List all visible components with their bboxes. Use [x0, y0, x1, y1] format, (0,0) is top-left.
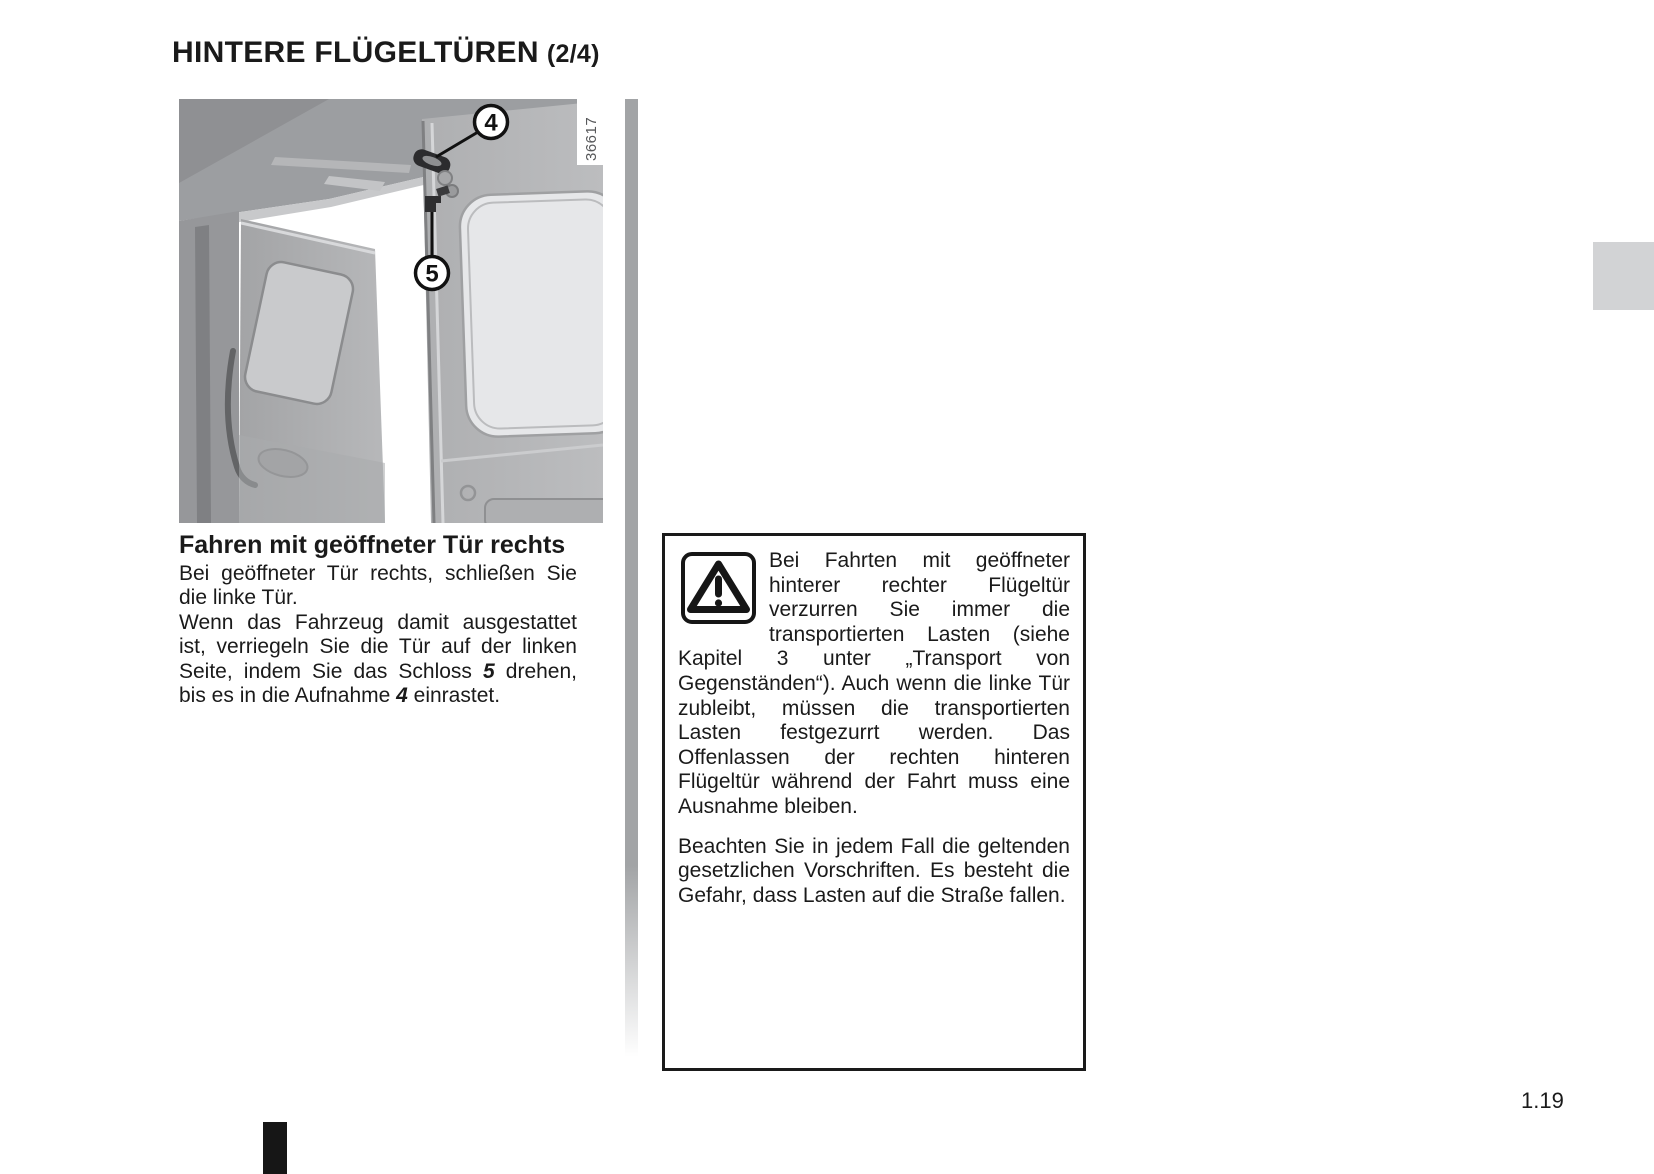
warning-paragraph-1: Bei Fahrten mit geöffneter hinterer rechter Flügeltür verzurren Sie immer die transportierten Lasten (siehe Kapitel 3 unter „Transport von Gegenständen“). Auch wenn die linke Tür zubleibt, müssen die transportierten Lasten festgezurrt werden. Das Offenlassen der rechten hinteren Flügeltür während der Fahrt muss eine Ausnahme bleiben.	[678, 549, 1070, 818]
hinge-boss-upper	[438, 171, 452, 185]
body-paragraph-1-text: Bei geöffneter Tür rechts, schließen Sie die linke Tür.	[179, 562, 577, 610]
page-title-part: (2/4)	[546, 40, 600, 68]
right-door-recess-panel	[485, 499, 603, 523]
callout-4-label: 4	[484, 109, 498, 137]
rear-doors-figure	[179, 99, 603, 523]
page-title-main: HINTERE FLÜGELTÜREN	[172, 36, 539, 69]
callout-5-label: 5	[425, 260, 439, 288]
body-paragraph-2-text-c: einrastet.	[407, 684, 501, 708]
section-heading: Fahren mit geöffneter Tür rechts	[179, 531, 566, 559]
left-jamb-strip	[195, 225, 211, 523]
page-number: 1.19	[1521, 1088, 1564, 1113]
figure-number: 36617	[583, 116, 600, 161]
part-ref-4: 4	[396, 684, 408, 708]
warning-box	[662, 533, 1086, 1071]
body-paragraph-2-text-a: Wenn das Fahrzeug damit ausgestattet ist, verriegeln Sie die Tür auf der linken Seite, indem Sie das Schloss	[179, 610, 577, 683]
warning-paragraph-2: Beachten Sie in jedem Fall die geltenden gesetzlichen Vorschriften. Es besteht die Gefahr, dass Lasten auf die Straße fallen.	[678, 834, 1070, 907]
warning-triangle-icon	[680, 551, 757, 625]
column-divider	[625, 99, 638, 1057]
body-paragraph-1	[179, 562, 577, 611]
rear-doors-illustration	[179, 99, 603, 523]
part-ref-5: 5	[483, 659, 495, 683]
body-paragraph-2	[179, 611, 577, 709]
left-text-column	[179, 531, 577, 708]
body-paragraph-2-text-b: drehen, bis es in die Aufnahme	[179, 659, 578, 708]
chapter-edge-tab	[1593, 242, 1654, 310]
page-edge-marker	[263, 1122, 287, 1174]
page-title	[172, 36, 600, 70]
right-door-window	[459, 190, 603, 437]
